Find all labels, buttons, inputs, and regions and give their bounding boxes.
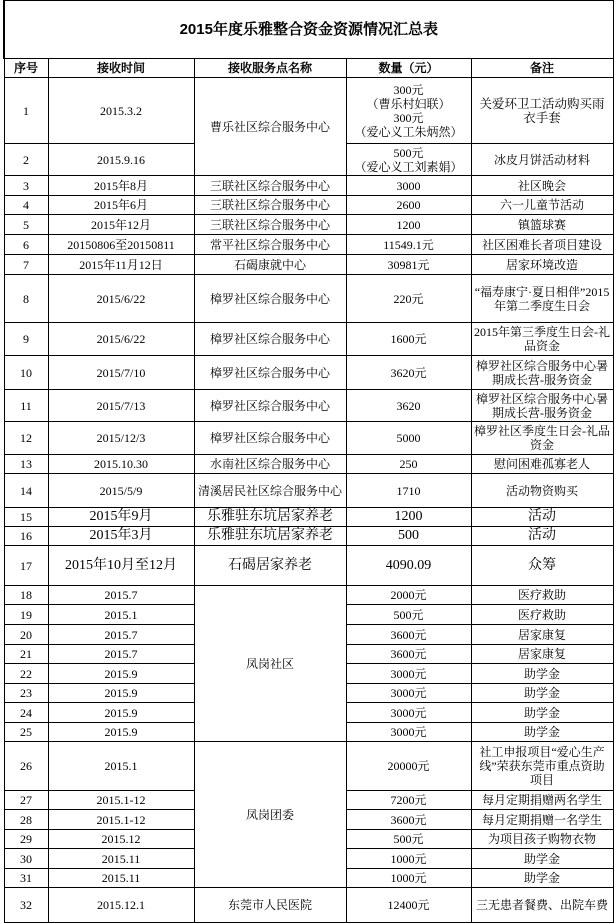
cell-note: 每月定期捐赠两名学生 (471, 791, 613, 810)
cell-no: 24 (4, 703, 48, 723)
cell-date: 2015.11 (48, 849, 194, 869)
cell-note: 关爱环卫工活动购买雨衣手套 (471, 78, 613, 144)
cell-note: 社区晚会 (471, 176, 613, 196)
cell-amount: 5000 (346, 422, 471, 455)
cell-amount: 500元 (346, 605, 471, 625)
cell-org: 石碣康就中心 (194, 255, 346, 275)
cell-note: 活动物资购买 (471, 474, 613, 508)
cell-note: 居家康复 (471, 625, 613, 645)
cell-note: 活动 (471, 508, 613, 527)
cell-no: 15 (4, 508, 48, 527)
cell-note: 众筹 (471, 546, 613, 586)
table-row (4, 527, 613, 546)
cell-date: 2015.1 (48, 605, 194, 625)
cell-no: 23 (4, 684, 48, 703)
header-row (4, 59, 613, 78)
cell-org: 凤岗社区 (194, 586, 346, 742)
table-title: 2015年度乐雅整合资金资源情况汇总表 (4, 1, 613, 59)
cell-no: 14 (4, 474, 48, 508)
cell-org: 三联社区综合服务中心 (194, 176, 346, 196)
title-row (4, 1, 613, 59)
table-row (4, 474, 613, 508)
cell-no: 27 (4, 791, 48, 810)
cell-note: 冰皮月饼活动材料 (471, 144, 613, 176)
cell-date: 2015.11 (48, 869, 194, 888)
cell-date: 2015年3月 (48, 527, 194, 546)
cell-amount: 500 (346, 527, 471, 546)
cell-date: 2015年12月 (48, 215, 194, 235)
table-row (4, 742, 613, 791)
cell-no: 8 (4, 275, 48, 323)
cell-org: 樟罗社区综合服务中心 (194, 356, 346, 390)
cell-amount: 3000元 (346, 703, 471, 723)
cell-date: 2015/6/22 (48, 275, 194, 323)
cell-note: 医疗救助 (471, 605, 613, 625)
cell-date: 2015.9.16 (48, 144, 194, 176)
cell-amount: 1710 (346, 474, 471, 508)
cell-date: 2015/5/9 (48, 474, 194, 508)
cell-no: 26 (4, 742, 48, 791)
cell-no: 11 (4, 390, 48, 422)
cell-date: 2015年8月 (48, 176, 194, 196)
cell-no: 25 (4, 723, 48, 742)
cell-no: 5 (4, 215, 48, 235)
cell-date: 2015.7 (48, 645, 194, 664)
table-row (4, 508, 613, 527)
cell-org: 乐雅驻东坑居家养老 (194, 527, 346, 546)
cell-no: 6 (4, 235, 48, 255)
cell-note: 助学金 (471, 664, 613, 684)
cell-no: 20 (4, 625, 48, 645)
cell-org: 凤岗团委 (194, 742, 346, 888)
table-row (4, 255, 613, 275)
cell-org: 樟罗社区综合服务中心 (194, 323, 346, 356)
cell-note: 六一儿童节活动 (471, 196, 613, 215)
cell-amount: 20000元 (346, 742, 471, 791)
summary-table (3, 0, 614, 923)
cell-note: 樟罗社区综合服务中心暑期成长营-服务资金 (471, 356, 613, 390)
cell-note: 居家环境改造 (471, 255, 613, 275)
cell-amount: 12400元 (346, 888, 471, 923)
cell-amount: 1600元 (346, 323, 471, 356)
cell-date: 2015.9 (48, 703, 194, 723)
cell-no: 7 (4, 255, 48, 275)
table-row (4, 323, 613, 356)
table-row (4, 356, 613, 390)
cell-no: 10 (4, 356, 48, 390)
cell-amount: 1000元 (346, 869, 471, 888)
table-row (4, 215, 613, 235)
cell-no: 17 (4, 546, 48, 586)
cell-org: 常平社区综合服务中心 (194, 235, 346, 255)
cell-note: 樟罗社区综合服务中心暑期成长营-服务资金 (471, 390, 613, 422)
cell-date: 2015年10月至12月 (48, 546, 194, 586)
cell-no: 1 (4, 78, 48, 144)
cell-date: 2015.12.1 (48, 888, 194, 923)
cell-amount: 3000元 (346, 723, 471, 742)
table-row (4, 275, 613, 323)
cell-no: 22 (4, 664, 48, 684)
cell-amount: 3620 (346, 390, 471, 422)
cell-org: 乐雅驻东坑居家养老 (194, 508, 346, 527)
cell-note: 社区困难长者项目建设 (471, 235, 613, 255)
cell-no: 19 (4, 605, 48, 625)
table-row (4, 422, 613, 455)
cell-note: 每月定期捐赠一名学生 (471, 810, 613, 830)
cell-org: 清溪居民社区综合服务中心 (194, 474, 346, 508)
cell-amount: 1200 (346, 508, 471, 527)
cell-note: 医疗救助 (471, 586, 613, 605)
cell-amount: 3600元 (346, 625, 471, 645)
cell-amount: 3000 (346, 176, 471, 196)
cell-date: 2015/7/13 (48, 390, 194, 422)
cell-date: 2015.9 (48, 664, 194, 684)
cell-amount: 4090.09 (346, 546, 471, 586)
header-date: 接收时间 (48, 59, 194, 78)
cell-org: 曹乐社区综合服务中心 (194, 78, 346, 176)
cell-note: 2015年第三季度生日会-礼品资金 (471, 323, 613, 356)
cell-amount: 250 (346, 455, 471, 474)
cell-note: 助学金 (471, 869, 613, 888)
cell-date: 2015年9月 (48, 508, 194, 527)
cell-org: 水南社区综合服务中心 (194, 455, 346, 474)
cell-org: 石碣居家养老 (194, 546, 346, 586)
cell-date: 20150806至20150811 (48, 235, 194, 255)
cell-org: 樟罗社区综合服务中心 (194, 275, 346, 323)
cell-note: 社工申报项目“爱心生产线”荣获东莞市重点资助项目 (471, 742, 613, 791)
cell-date: 2015/6/22 (48, 323, 194, 356)
cell-note: 活动 (471, 527, 613, 546)
cell-date: 2015.1-12 (48, 791, 194, 810)
cell-amount: 2600 (346, 196, 471, 215)
table-row (4, 586, 613, 605)
cell-org: 樟罗社区综合服务中心 (194, 422, 346, 455)
cell-org: 樟罗社区综合服务中心 (194, 390, 346, 422)
cell-date: 2015.3.2 (48, 78, 194, 144)
cell-amount: 500元 （爱心义工刘素娟） (346, 144, 471, 176)
table-row (4, 546, 613, 586)
cell-org: 三联社区综合服务中心 (194, 215, 346, 235)
cell-no: 16 (4, 527, 48, 546)
table-row (4, 455, 613, 474)
cell-no: 3 (4, 176, 48, 196)
table-row (4, 78, 613, 144)
cell-date: 2015.7 (48, 625, 194, 645)
cell-note: 居家康复 (471, 645, 613, 664)
cell-note: “福寿康宁·夏日相伴”2015年第二季度生日会 (471, 275, 613, 323)
cell-date: 2015年11月12日 (48, 255, 194, 275)
cell-no: 30 (4, 849, 48, 869)
cell-note: 助学金 (471, 684, 613, 703)
cell-amount: 2000元 (346, 586, 471, 605)
cell-date: 2015.1 (48, 742, 194, 791)
cell-amount: 3620元 (346, 356, 471, 390)
cell-no: 13 (4, 455, 48, 474)
cell-note: 三无患者餐费、出院车费 (471, 888, 613, 923)
cell-amount: 300元 （曹乐村妇联） 300元 （爱心义工朱炳然） (346, 78, 471, 144)
cell-note: 助学金 (471, 849, 613, 869)
cell-date: 2015年6月 (48, 196, 194, 215)
cell-amount: 11549.1元 (346, 235, 471, 255)
table-row (4, 176, 613, 196)
cell-note: 助学金 (471, 703, 613, 723)
cell-amount: 30981元 (346, 255, 471, 275)
cell-date: 2015.1-12 (48, 810, 194, 830)
header-no: 序号 (4, 59, 48, 78)
table-row (4, 196, 613, 215)
cell-no: 18 (4, 586, 48, 605)
cell-no: 28 (4, 810, 48, 830)
cell-org: 三联社区综合服务中心 (194, 196, 346, 215)
cell-note: 助学金 (471, 723, 613, 742)
table-row (4, 888, 613, 923)
cell-no: 32 (4, 888, 48, 923)
cell-amount: 500元 (346, 830, 471, 849)
cell-no: 2 (4, 144, 48, 176)
cell-amount: 7200元 (346, 791, 471, 810)
cell-amount: 1200 (346, 215, 471, 235)
cell-date: 2015.12 (48, 830, 194, 849)
cell-amount: 3600元 (346, 645, 471, 664)
cell-no: 21 (4, 645, 48, 664)
cell-note: 慰问困难孤寡老人 (471, 455, 613, 474)
cell-no: 31 (4, 869, 48, 888)
cell-no: 9 (4, 323, 48, 356)
cell-date: 2015/7/10 (48, 356, 194, 390)
cell-org: 东莞市人民医院 (194, 888, 346, 923)
cell-no: 12 (4, 422, 48, 455)
table-row (4, 390, 613, 422)
header-note: 备注 (471, 59, 613, 78)
cell-no: 29 (4, 830, 48, 849)
cell-amount: 3600元 (346, 810, 471, 830)
cell-note: 为项目孩子购物衣物 (471, 830, 613, 849)
cell-date: 2015.9 (48, 723, 194, 742)
cell-note: 镇篮球赛 (471, 215, 613, 235)
cell-amount: 3000元 (346, 684, 471, 703)
cell-date: 2015.10.30 (48, 455, 194, 474)
header-org: 接收服务点名称 (194, 59, 346, 78)
cell-date: 2015.9 (48, 684, 194, 703)
cell-amount: 3000元 (346, 664, 471, 684)
cell-amount: 1000元 (346, 849, 471, 869)
cell-note: 樟罗社区季度生日会-礼品资金 (471, 422, 613, 455)
table-row (4, 235, 613, 255)
cell-amount: 220元 (346, 275, 471, 323)
cell-no: 4 (4, 196, 48, 215)
cell-date: 2015/12/3 (48, 422, 194, 455)
cell-date: 2015.7 (48, 586, 194, 605)
header-amount: 数量（元） (346, 59, 471, 78)
